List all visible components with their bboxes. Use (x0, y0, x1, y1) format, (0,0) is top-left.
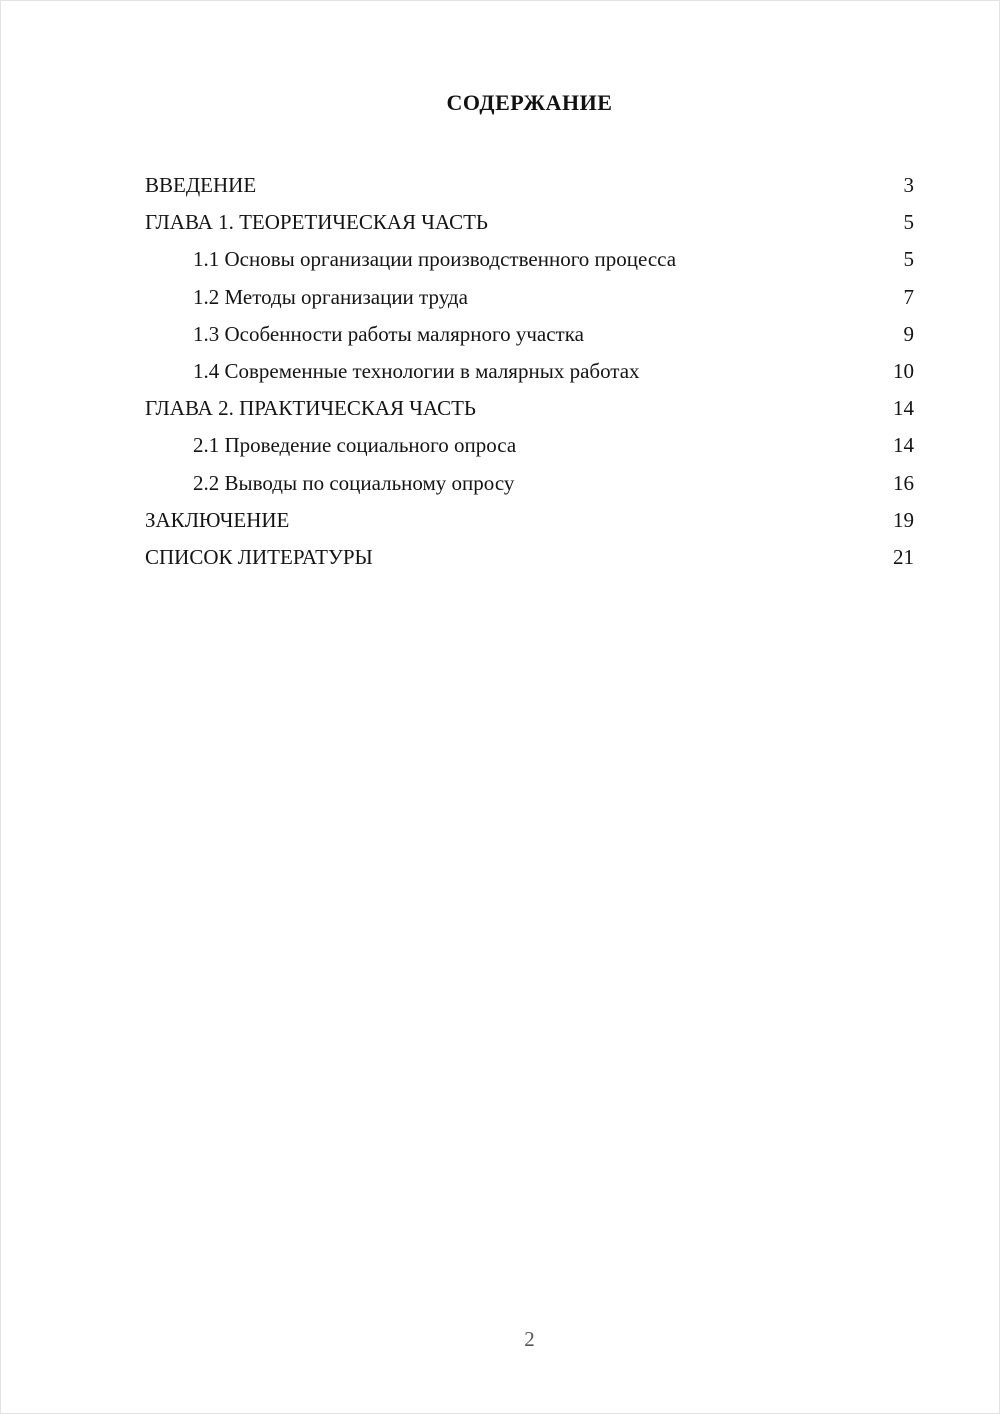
toc-entry (145, 353, 914, 390)
page-title: СОДЕРЖАНИЕ (446, 90, 613, 115)
toc-entry (145, 279, 914, 316)
toc-entry-label: 1.4 Современные технологии в малярных работах (193, 358, 640, 383)
toc-entry-label: ЗАКЛЮЧЕНИЕ (145, 507, 290, 532)
toc-entry-label: 2.1 Проведение социального опроса (193, 433, 517, 458)
toc-entry-page: 7 (903, 284, 914, 309)
toc-entry-page: 14 (893, 396, 914, 421)
toc-entry (145, 241, 914, 278)
toc-content (145, 1, 914, 576)
toc-entry-label: ГЛАВА 1. ТЕОРЕТИЧЕСКАЯ ЧАСТЬ (145, 210, 488, 235)
toc-entry-label: СПИСОК ЛИТЕРАТУРЫ (145, 544, 373, 569)
toc-entry (145, 427, 914, 464)
toc-entry-page: 9 (903, 321, 914, 346)
toc-entry-page: 3 (903, 173, 914, 197)
toc-entry (145, 204, 914, 241)
toc-entry-page: 21 (893, 544, 914, 569)
toc-entry (145, 167, 914, 204)
toc-entry (145, 502, 914, 539)
toc-entry-page: 16 (893, 470, 914, 495)
toc-entry-page: 19 (893, 507, 914, 532)
toc-entry-page: 5 (903, 210, 914, 235)
toc-entry (145, 390, 914, 427)
toc-entry-page: 10 (893, 358, 914, 383)
toc-entry-label: 2.2 Выводы по социальному опросу (193, 470, 515, 495)
footer-page-number: 2 (524, 1327, 535, 1351)
toc-entry (145, 539, 914, 576)
toc-entry-page: 14 (893, 433, 914, 458)
toc-entry-label: ГЛАВА 2. ПРАКТИЧЕСКАЯ ЧАСТЬ (145, 396, 476, 421)
toc-entry-page: 5 (903, 247, 914, 272)
toc-entry-label: 1.2 Методы организации труда (193, 284, 468, 309)
toc-list (145, 167, 914, 576)
toc-entry (145, 465, 914, 502)
toc-entry (145, 316, 914, 353)
toc-entry-label: ВВЕДЕНИЕ (145, 173, 257, 197)
toc-entry-label: 1.1 Основы организации производственного процесса (193, 247, 677, 272)
toc-entry-label: 1.3 Особенности работы малярного участка (193, 321, 584, 346)
